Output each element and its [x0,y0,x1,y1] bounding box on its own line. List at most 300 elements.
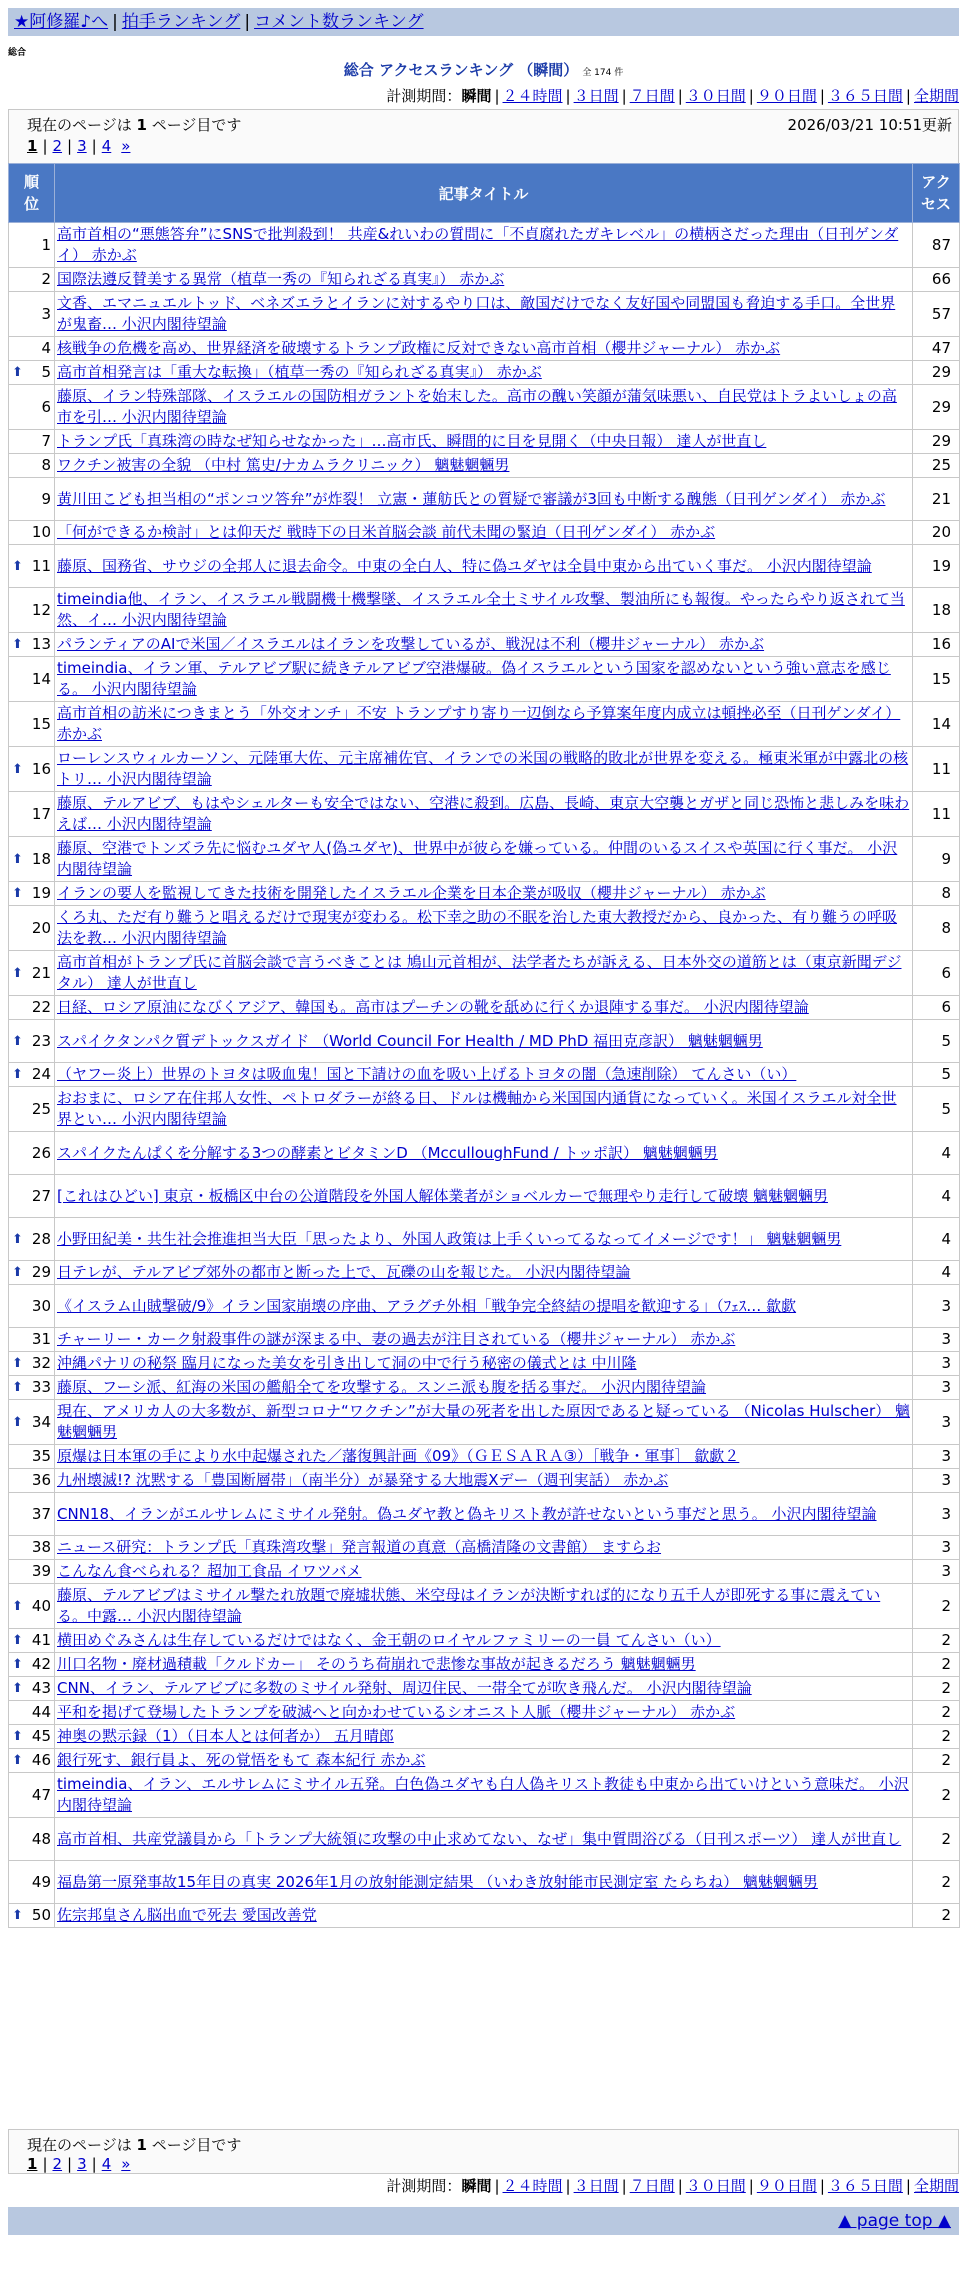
table-row [9,1285,960,1328]
rank-number: 41 [31,1631,51,1649]
table-row [9,361,960,385]
table-row [9,1352,960,1376]
article-link[interactable]: 横田めぐみさんは生存しているだけではなく、金王朝のロイヤルファミリーの一員 てんさい（い） [57,1631,721,1649]
up-arrow-icon: ⬆ [12,965,23,981]
access-count: 3 [913,1400,960,1445]
article-link[interactable]: ワクチン被害の全貌 （中村 篤史/ナカムラクリニック） 魑魅魍魎男 [57,456,510,474]
access-count: 3 [913,1376,960,1400]
table-row [9,1087,960,1132]
rank-cell [9,1218,55,1261]
rank-cell [9,1087,55,1132]
article-link[interactable]: スパイクタンパク質デトックスガイド （World Council For Health / MD PhD 福田克彦訳） 魑魅魍魎男 [57,1031,763,1050]
title-cell [55,545,913,588]
title-cell [55,1132,913,1175]
table-row [9,657,960,702]
up-arrow-icon: ⬆ [12,1414,23,1430]
page-next-link[interactable]: » [121,2155,131,2173]
article-link[interactable]: 文香、エマニュエルトッド、ベネズエラとイランに対するやり口は、敵国だけでなく友好国や同盟国も脅迫する手口。全世界が鬼畜… 小沢内閣待望論 [57,294,896,333]
ranking-title-text: 総合 アクセスランキング （瞬間） [343,61,579,79]
title-cell [55,337,913,361]
article-link[interactable]: スパイクたんぱくを分解する3つの酵素とビタミンD （McculloughFund / トッポ訳） 魑魅魍魎男 [57,1143,718,1162]
rank-cell [9,1261,55,1285]
nav-link-applause-ranking[interactable]: 拍手ランキング [121,12,241,32]
title-cell [55,702,913,747]
rank-cell [9,223,55,268]
table-row [9,1132,960,1175]
rank-cell [9,292,55,337]
title-cell [55,385,913,430]
article-link[interactable]: 国際法遵反賛美する異常（植草一秀の『知られざる真実』） 赤かぶ [57,270,505,288]
period-separator: | [819,2177,825,2195]
article-link[interactable]: 原爆は日本軍の手により水中起爆された／藩復興計画《09》（ＧＥＳＡＲＡ③）［戦争・軍事］ 歙歔２ [57,1447,740,1465]
access-count: 2 [913,1701,960,1725]
title-cell [55,1063,913,1087]
article-link[interactable]: 九州壊滅!? 沈黙する「豊国断層帯」（南半分）が暴発する大地震Xデー（週刊実話） 赤かぶ [57,1471,669,1489]
ranking-table [8,163,960,1928]
title-cell [55,1218,913,1261]
table-row [9,837,960,882]
rank-number: 31 [31,1330,51,1348]
access-count: 6 [913,996,960,1020]
title-cell [55,657,913,702]
page-separator: | [91,2155,97,2173]
article-link[interactable]: トランプ氏「真珠湾の時なぜ知らせなかった」…高市氏、瞬間的に目を見開く（中央日報） 達人が世直し [57,432,767,450]
rank-cell [9,1469,55,1493]
page-link-2[interactable]: 2 [52,137,63,155]
article-link[interactable]: timeindia、イラン軍、テルアビブ駅に続きテルアビブ空港爆破。偽イスラエルという国家を認めないという強い意志を感じる。 小沢内閣待望論 [57,659,891,698]
title-cell [55,1861,913,1904]
table-row [9,1020,960,1063]
article-link[interactable]: ニュース研究：トランプ氏「真珠湾攻撃」発言報道の真意（高橋清隆の文書館） ますらお [57,1538,662,1556]
article-link[interactable]: 藤原、テルアビブ、もはやシェルターも安全ではない、空港に殺到。広島、長崎、東京大空襲とガザと同じ恐怖と悲しみを味わえば… 小沢内閣待望論 [57,794,910,833]
title-cell [55,454,913,478]
up-arrow-icon: ⬆ [12,851,23,867]
title-cell [55,478,913,521]
table-row [9,1629,960,1653]
article-link[interactable]: おおまに、ロシア在住邦人女性、ペトロダラーが終る日、ドルは機軸から米国国内通貨になっていく。米国イスラエル対全世界とい… 小沢内閣待望論 [57,1089,897,1128]
page-info [27,2134,241,2155]
rank-number: 46 [31,1751,51,1769]
rank-cell [9,1328,55,1352]
period-separator: | [494,2177,500,2195]
updated-timestamp: 2026/03/21 10:51更新 [787,116,952,134]
rank-cell [9,430,55,454]
article-link[interactable]: 高市首相の“悪態答弁”にSNSで批判殺到！ 共産&れいわの質問に「不貞腐れたガキレベル」の横柄さだった理由（日刊ゲンダイ） 赤かぶ [57,225,899,264]
table-row [9,1677,960,1701]
rank-number: 23 [31,1031,51,1050]
access-count: 2 [913,1725,960,1749]
page-info [27,114,241,135]
period-option-5[interactable]: ３６５日間 [827,87,903,105]
rank-cell [9,1904,55,1928]
title-cell [55,1400,913,1445]
rank-number: 1 [41,235,51,254]
article-link[interactable]: チャーリー・カーク射殺事件の謎が深まる中、妻の過去が注目されている（櫻井ジャーナル） 赤かぶ [57,1330,736,1348]
article-link[interactable]: CNN、イラン、テルアビブに多数のミサイル発射、周辺住民、一帯全てが吹き飛んだ。 小沢内閣待望論 [57,1679,752,1697]
rank-cell [9,1445,55,1469]
access-count: 57 [913,292,960,337]
rank-cell [9,1818,55,1861]
table-row [9,588,960,633]
access-count: 2 [913,1584,960,1629]
access-count: 2 [913,1653,960,1677]
rank-number: 4 [41,339,51,357]
article-link[interactable]: 佐宗邦皇さん脳出血で死去 愛国改善党 [57,1906,317,1924]
up-arrow-icon: ⬆ [12,1231,23,1247]
up-arrow-icon: ⬆ [12,1033,23,1049]
access-count: 14 [913,702,960,747]
access-count: 29 [913,430,960,454]
rank-cell [9,1376,55,1400]
rank-cell [9,1132,55,1175]
title-cell [55,1445,913,1469]
rank-number: 27 [31,1186,51,1205]
article-link[interactable]: 「何ができるか検討」とは仰天だ 戦時下の日米首脳会談 前代未聞の緊迫（日刊ゲンダイ） 赤かぶ [57,523,716,541]
period-option-1[interactable]: ３日間 [573,2177,619,2195]
table-row [9,1653,960,1677]
page-info-number: 1 [136,2136,147,2154]
up-arrow-icon: ⬆ [12,1265,23,1280]
page-separator: | [67,2155,73,2173]
article-link[interactable]: 現在、アメリカ人の大多数が、新型コロナ“ワクチン”が大量の死者を出した原因であると疑っている （Nicolas Hulscher） 魑魅魍魎男 [57,1402,910,1441]
rank-number: 38 [31,1538,51,1556]
access-count: 4 [913,1175,960,1218]
period-option-2[interactable]: ７日間 [629,2177,675,2195]
table-row [9,1175,960,1218]
article-link[interactable]: 高市首相発言は「重大な転換」（植草一秀の『知られざる真実』） 赤かぶ [57,363,542,381]
period-option-4[interactable]: ９０日間 [756,2177,817,2195]
ranking-table-body [9,223,960,1928]
title-cell [55,1560,913,1584]
page-link-3[interactable]: 3 [77,137,87,155]
table-row [9,478,960,521]
rank-number: 9 [41,489,51,508]
access-count: 8 [913,906,960,951]
title-cell [55,633,913,657]
title-cell [55,951,913,996]
title-cell [55,906,913,951]
rank-cell [9,1020,55,1063]
rank-number: 40 [31,1596,51,1615]
rank-number: 2 [41,270,51,288]
article-link[interactable]: 神奥の黙示録（1）（日本人とは何者か） 五月晴郎 [57,1727,394,1745]
title-cell [55,1677,913,1701]
table-row [9,454,960,478]
access-count: 5 [913,1020,960,1063]
article-link[interactable]: 川口名物・廃材過積載「クルドカー」 そのうち荷崩れで悲惨な事故が起きるだろう 魑魅魍魎男 [57,1655,696,1673]
access-count: 4 [913,1261,960,1285]
period-option-5[interactable]: ３６５日間 [827,2177,903,2195]
page-link-2[interactable]: 2 [52,2155,63,2173]
table-row [9,292,960,337]
rank-cell [9,521,55,545]
access-count: 3 [913,1328,960,1352]
table-row [9,1861,960,1904]
rank-number: 14 [31,669,51,688]
page-current: 1 [27,2155,38,2173]
up-arrow-icon: ⬆ [12,558,23,574]
article-link[interactable]: [これはひどい] 東京・板橋区中台の公道階段を外国人解体業者がショベルカーで無理やり走行して破壊 魑魅魍魎男 [57,1186,828,1205]
period-option-0[interactable]: ２４時間 [502,2177,563,2195]
rank-number: 22 [31,998,51,1016]
rank-cell [9,657,55,702]
rank-cell [9,951,55,996]
rank-cell [9,385,55,430]
pager-bottom [8,2129,959,2174]
rank-cell [9,1352,55,1376]
title-cell [55,792,913,837]
table-row [9,1445,960,1469]
rank-number: 39 [31,1562,51,1580]
access-count: 3 [913,1560,960,1584]
header-access: アクセス [913,164,960,223]
rank-cell [9,882,55,906]
access-count: 66 [913,268,960,292]
rank-cell [9,478,55,521]
rank-cell [9,906,55,951]
rank-number: 17 [31,804,51,823]
article-link[interactable]: CNN18、イランがエルサレムにミサイル発射。偽ユダヤ教と偽キリスト教が許せないという事だと思う。 小沢内閣待望論 [57,1504,877,1523]
article-link[interactable]: イランの要人を監視してきた技術を開発したイスラエル企業を日本企業が吸収（櫻井ジャーナル） 赤かぶ [57,884,766,902]
table-row [9,1725,960,1749]
table-row [9,1469,960,1493]
table-row [9,1493,960,1536]
title-cell [55,430,913,454]
article-link[interactable]: 銀行死す、銀行員よ、死の覚悟をもて 森本紀行 赤かぶ [57,1751,426,1769]
table-row [9,337,960,361]
table-row [9,1749,960,1773]
period-option-4[interactable]: ９０日間 [756,87,817,105]
page-link-4[interactable]: 4 [101,137,112,155]
title-cell [55,1818,913,1861]
period-label: 計測期間： [386,2177,462,2195]
up-arrow-icon: ⬆ [12,1753,23,1768]
rank-number: 16 [31,759,51,778]
table-row [9,1261,960,1285]
access-count: 2 [913,1629,960,1653]
article-link[interactable]: 小野田紀美・共生社会推進担当大臣「思ったより、外国人政策は上手くいってるなってイメージです！」 魑魅魍魎男 [57,1229,842,1248]
article-link[interactable]: 平和を掲げて登場したトランプを破滅へと向かわせているシオニスト人脈（櫻井ジャーナル） 赤かぶ [57,1703,736,1721]
title-cell [55,223,913,268]
access-count: 2 [913,1773,960,1818]
table-row [9,747,960,792]
up-arrow-icon: ⬆ [12,637,23,652]
access-count: 3 [913,1445,960,1469]
rank-cell [9,1175,55,1218]
rank-number: 11 [31,556,51,575]
rank-number: 28 [31,1229,51,1248]
table-row [9,792,960,837]
page-links [27,137,130,155]
rank-cell [9,747,55,792]
access-count: 20 [913,521,960,545]
period-separator: | [494,87,500,105]
ranking-count: 全 174 件 [582,68,624,78]
table-row [9,906,960,951]
article-link[interactable]: 高市首相の訪米につきまとう「外交オンチ」不安 トランプすり寄り一辺倒なら予算案年度内成立は頓挫必至（日刊ゲンダイ） 赤かぶ [57,704,901,743]
rank-cell [9,1725,55,1749]
access-count: 29 [913,385,960,430]
article-link[interactable]: パランティアのAIで米国／イスラエルはイランを攻撃しているが、戦況は不利（櫻井ジャーナル） 赤かぶ [57,635,765,653]
page-top-link[interactable]: ▲ page top ▲ [838,2211,951,2231]
up-arrow-icon: ⬆ [12,1067,23,1082]
rank-number: 30 [31,1296,51,1315]
access-count: 3 [913,1536,960,1560]
rank-number: 19 [31,884,51,902]
table-row [9,1701,960,1725]
title-cell [55,1629,913,1653]
article-link[interactable]: 高市首相、共産党議員から「トランプ大統領に攻撃の中止求めてない、なぜ」集中質問浴びる（日刊スポーツ） 達人が世直し [57,1829,902,1848]
title-cell [55,588,913,633]
page-current: 1 [27,137,38,155]
title-cell [55,1749,913,1773]
title-cell [55,1352,913,1376]
article-link[interactable]: 日テレが、テルアビブ郊外の都市と断った上で、瓦礫の山を報じた。 小沢内閣待望論 [57,1263,631,1281]
rank-number: 15 [31,714,51,733]
period-separator: | [677,2177,683,2195]
access-count: 3 [913,1352,960,1376]
access-count: 2 [913,1677,960,1701]
table-row [9,521,960,545]
nav-separator: | [112,12,118,32]
up-arrow-icon: ⬆ [12,1681,23,1696]
period-option-1[interactable]: ３日間 [573,87,619,105]
rank-cell [9,792,55,837]
rank-cell [9,1063,55,1087]
page-links [27,2155,130,2173]
rank-number: 45 [31,1727,51,1745]
page-separator: | [91,137,97,155]
up-arrow-icon: ⬆ [12,1908,23,1923]
article-link[interactable]: 藤原、フーシ派、紅海の米国の艦船全てを攻撃する。スンニ派も腹を括る事だ。 小沢内閣待望論 [57,1378,707,1396]
page-info-prefix: 現在のページは [27,2136,132,2154]
rank-cell [9,1749,55,1773]
period-separator: | [621,87,627,105]
period-option-6[interactable]: 全期間 [913,87,959,105]
article-link[interactable]: 藤原、国務省、サウジの全邦人に退去命令。中東の全白人、特に偽ユダヤは全員中東から出ていく事だ。 小沢内閣待望論 [57,556,872,575]
article-link[interactable]: 福島第一原発事故15年目の真実 2026年1月の放射能測定結果 （いわき放射能市民測定室 たらちね） 魑魅魍魎男 [57,1872,818,1891]
access-count: 25 [913,454,960,478]
title-cell [55,1261,913,1285]
title-cell [55,1087,913,1132]
article-link[interactable]: 黄川田こども担当相の“ポンコツ答弁”が炸裂！ 立憲・蓮舫氏との質疑で審議が3回も中断する醜態（日刊ゲンダイ） 赤かぶ [57,489,886,508]
access-count: 18 [913,588,960,633]
title-cell [55,1285,913,1328]
article-link[interactable]: （ヤフー炎上）世界のトヨタは吸血鬼！国と下請けの血を吸い上げるトヨタの闇（急速削除） てんさい（い） [57,1065,797,1083]
article-link[interactable]: 藤原、テルアビブはミサイル撃たれ放題で廃墟状態、米空母はイランが決断すれば的になり五千人が即死する事に震えている。中露… 小沢内閣待望論 [57,1586,881,1625]
nav-link-ashura[interactable]: ★阿修羅♪へ [14,12,109,32]
rank-cell [9,588,55,633]
article-link[interactable]: timeindia、イラン、エルサレムにミサイル五発。白色偽ユダヤも白人偽キリスト教徒も中東から出ていけという意味だ。 小沢内閣待望論 [57,1775,909,1814]
period-option-3[interactable]: ３０日間 [685,87,746,105]
article-link[interactable]: 沖縄パナリの秘祭 臨月になった美女を引き出して洞の中で行う秘密の儀式とは 中川隆 [57,1354,637,1372]
access-count: 16 [913,633,960,657]
rank-cell [9,1861,55,1904]
rank-number: 34 [31,1412,51,1431]
table-row [9,1773,960,1818]
header-title: 記事タイトル [55,164,913,223]
article-link[interactable]: こんなん食べられる？超加工食品 イワツバメ [57,1562,362,1580]
up-arrow-icon: ⬆ [12,761,23,777]
article-link[interactable]: 核戦争の危機を高め、世界経済を破壊するトランプ政権に反対できない高市首相（櫻井ジャーナル） 赤かぶ [57,339,781,357]
title-cell [55,361,913,385]
access-count: 47 [913,337,960,361]
page-separator: | [42,137,48,155]
rank-number: 35 [31,1447,51,1465]
period-option-2[interactable]: ７日間 [629,87,675,105]
table-row [9,1584,960,1629]
rank-number: 48 [31,1829,51,1848]
title-cell [55,1904,913,1928]
table-row [9,951,960,996]
footer-bar [8,2207,959,2235]
page-separator: | [42,2155,48,2173]
table-row [9,1376,960,1400]
rank-cell [9,633,55,657]
title-cell [55,1536,913,1560]
page-next-link[interactable]: » [121,137,131,155]
table-row [9,702,960,747]
access-count: 2 [913,1749,960,1773]
title-cell [55,1773,913,1818]
access-count: 4 [913,1132,960,1175]
period-option-6[interactable]: 全期間 [913,2177,959,2195]
up-arrow-icon: ⬆ [12,1356,23,1371]
access-count: 2 [913,1861,960,1904]
table-row [9,996,960,1020]
period-separator: | [748,87,754,105]
article-link[interactable]: くろ丸、ただ有り難うと唱えるだけで現実が変わる。松下幸之助の不眠を治した東大教授だから、良かった、有り難うの呼吸法を教… 小沢内閣待望論 [57,908,898,947]
table-row [9,882,960,906]
rank-number: 12 [31,600,51,619]
period-separator: | [748,2177,754,2195]
period-option-3[interactable]: ３０日間 [685,2177,746,2195]
article-link[interactable]: 日経、ロシア原油になびくアジア、韓国も。高市はプーチンの靴を舐めに行くか退陣する事だ。 小沢内閣待望論 [57,998,809,1016]
access-count: 8 [913,882,960,906]
table-row [9,430,960,454]
rank-number: 6 [41,397,51,416]
article-link[interactable]: ローレンスウィルカーソン、元陸軍大佐、元主席補佐官、イランでの米国の戦略的敗北が世界を変える。極東米軍が中露北の核トリ… 小沢内閣待望論 [57,749,909,788]
title-cell [55,521,913,545]
title-cell [55,1725,913,1749]
period-option-0[interactable]: ２４時間 [502,87,563,105]
table-row [9,1328,960,1352]
article-link[interactable]: timeindia他、イラン、イスラエル戦闘機十機撃墜、イスラエル全土ミサイル攻撃、製油所にも報復。やったらやり返されて当然、イ… 小沢内閣待望論 [57,590,905,629]
access-count: 9 [913,837,960,882]
title-cell [55,747,913,792]
top-nav-bar [8,8,959,36]
title-cell [55,1493,913,1536]
table-row [9,1904,960,1928]
article-link[interactable]: 《イスラム山賊撃破/9》イラン国家崩壊の序曲、アラグチ外相「戦争完全終結の提唱を歓迎する」（ﾌｪｽ… 歙歔 [57,1296,797,1315]
rank-number: 20 [31,918,51,937]
page-link-4[interactable]: 4 [101,2155,112,2173]
page-separator: | [67,137,73,155]
article-link[interactable]: 藤原、空港でトンズラ先に悩むユダヤ人(偽ユダヤ)、世界中が彼らを嫌っている。仲間のいるスイスや英国に行く事だ。 小沢内閣待望論 [57,839,898,878]
rank-cell [9,1653,55,1677]
page-link-3[interactable]: 3 [77,2155,87,2173]
page-info-suffix: ページ目です [151,116,242,134]
pager-top [8,109,959,163]
nav-link-comment-ranking[interactable]: コメント数ランキング [254,12,424,32]
access-count: 5 [913,1063,960,1087]
article-link[interactable]: 藤原、イラン特殊部隊、イスラエルの国防相ガラントを始末した。高市の醜い笑顔が蒲気味悪い、自民党はトラよいしょの高市を引… 小沢内閣待望論 [57,387,897,426]
rank-number: 26 [31,1143,51,1162]
period-separator: | [905,2177,911,2195]
period-label: 計測期間： [386,87,462,105]
period-separator: | [905,87,911,105]
article-link[interactable]: 高市首相がトランプ氏に首脳会談で言うべきことは 鳩山元首相が、法学者たちが訴える、日本外交の道筋とは（東京新聞デジタル） 達人が世直し [57,953,902,992]
